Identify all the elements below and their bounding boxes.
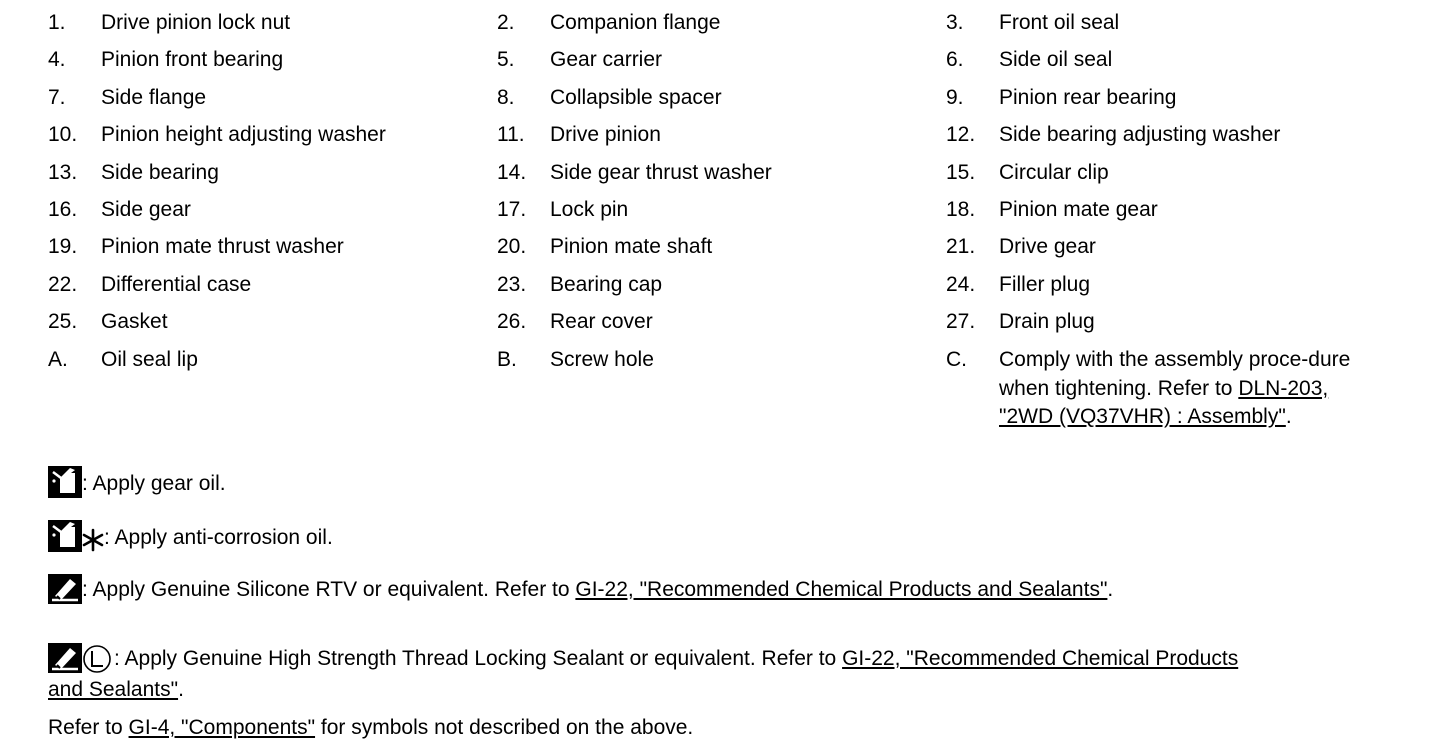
part-number: 17.	[497, 198, 527, 221]
footer-suffix: for symbols not described on the above.	[315, 716, 694, 739]
part-number: 25.	[48, 310, 78, 334]
part-number: 8.	[497, 85, 515, 109]
part-number: 27.	[946, 310, 976, 334]
legend-thread-lock	[48, 643, 1388, 704]
part-number: 12.	[946, 123, 976, 147]
part-number: 7.	[48, 85, 66, 109]
part-name: Gasket	[101, 310, 168, 334]
note-text: Comply with the assembly proce-dure when tightening. Refer to	[999, 348, 1351, 400]
sealant-icon	[48, 574, 82, 604]
part-name: Circular clip	[999, 160, 1109, 184]
part-name: Side bearing	[101, 160, 219, 184]
part-number: C.	[946, 348, 967, 371]
legend-text-main: : Apply Genuine High Strength Thread Locking Sealant or equivalent. Refer to	[114, 647, 843, 670]
part-name: Screw hole	[550, 347, 654, 371]
part-number: 13.	[48, 160, 78, 184]
part-number: 9.	[946, 85, 964, 109]
part-number: 21.	[946, 235, 976, 259]
legend-thread-lock-line2	[48, 676, 1388, 704]
part-number: A.	[48, 347, 68, 371]
footer-note	[48, 714, 693, 742]
legend-text	[114, 645, 1238, 673]
part-name: Bearing cap	[550, 272, 663, 296]
legend-thread-lock-line1	[48, 643, 1388, 673]
part-number: 6.	[946, 48, 964, 72]
part-number: 15.	[946, 160, 976, 184]
legend-silicone	[48, 574, 1113, 604]
part-name: Side gear	[101, 198, 191, 221]
gi-22-link[interactable]: GI-22, "Recommended Chemical Products and Sealants"	[575, 578, 1108, 601]
part-number: 1.	[48, 11, 66, 34]
part-name: Rear cover	[550, 310, 653, 334]
part-name: Gear carrier	[550, 48, 663, 72]
part-name: Drain plug	[999, 310, 1095, 334]
footer-prefix: Refer to	[48, 716, 129, 739]
part-name: Side oil seal	[999, 48, 1113, 72]
part-number: 16.	[48, 198, 78, 221]
part-number: 18.	[946, 198, 976, 221]
part-name: Drive pinion lock nut	[101, 11, 291, 34]
part-name: Differential case	[101, 272, 252, 296]
part-name: Side gear thrust washer	[550, 160, 772, 184]
part-name: Side flange	[101, 85, 207, 109]
note-end: .	[1285, 405, 1292, 428]
part-name: Front oil seal	[999, 11, 1120, 34]
part-number: B.	[497, 347, 517, 371]
oil-can-icon	[48, 466, 82, 498]
legend-gear-oil	[48, 466, 226, 498]
part-name: Pinion front bearing	[101, 48, 284, 72]
gi-22-link-continued[interactable]: and Sealants"	[48, 678, 179, 701]
dln-203-link[interactable]: DLN-203, "2WD (VQ37VHR) : Assembly"	[999, 376, 1329, 428]
legend-text	[82, 576, 1113, 604]
legend-text: : Apply gear oil.	[82, 472, 226, 495]
part-name: Pinion mate thrust washer	[101, 235, 344, 259]
part-number: 4.	[48, 48, 66, 72]
part-number: 2.	[497, 11, 515, 34]
legend-end: .	[178, 678, 184, 701]
part-name: Pinion mate shaft	[550, 235, 713, 259]
part-number: 20.	[497, 235, 527, 259]
legend-anti-corrosion	[48, 520, 333, 552]
part-note	[999, 346, 1384, 432]
part-name: Companion flange	[550, 11, 721, 34]
part-name: Lock pin	[550, 198, 629, 221]
part-number: 24.	[946, 272, 976, 296]
part-name: Filler plug	[999, 272, 1091, 296]
part-number: 22.	[48, 272, 78, 296]
part-name: Drive gear	[999, 235, 1096, 259]
legend-text-main: : Apply Genuine Silicone RTV or equivalent. Refer to	[82, 578, 576, 601]
part-name: Drive pinion	[550, 123, 661, 147]
part-name: Side bearing adjusting washer	[999, 123, 1281, 147]
part-number: 19.	[48, 235, 78, 259]
gi-4-link[interactable]: GI-4, "Components"	[128, 716, 316, 739]
part-number: 3.	[946, 11, 964, 34]
part-name: Pinion height adjusting washer	[101, 123, 386, 147]
part-number: 11.	[497, 123, 525, 147]
part-name: Pinion mate gear	[999, 198, 1158, 221]
part-number: 23.	[497, 272, 527, 296]
legend-end: .	[1107, 578, 1114, 601]
part-name: Oil seal lip	[101, 347, 198, 371]
part-number: 5.	[497, 48, 515, 72]
sealant-locking-icon	[48, 643, 114, 673]
part-number: 10.	[48, 123, 78, 147]
oil-can-asterisk-icon	[48, 520, 104, 552]
part-name: Collapsible spacer	[550, 85, 722, 109]
gi-22-link[interactable]: GI-22, "Recommended Chemical Products	[842, 647, 1239, 670]
part-number: 14.	[497, 160, 527, 184]
legend-text: : Apply anti-corrosion oil.	[104, 526, 333, 549]
part-number: 26.	[497, 310, 527, 334]
part-name: Pinion rear bearing	[999, 85, 1177, 109]
